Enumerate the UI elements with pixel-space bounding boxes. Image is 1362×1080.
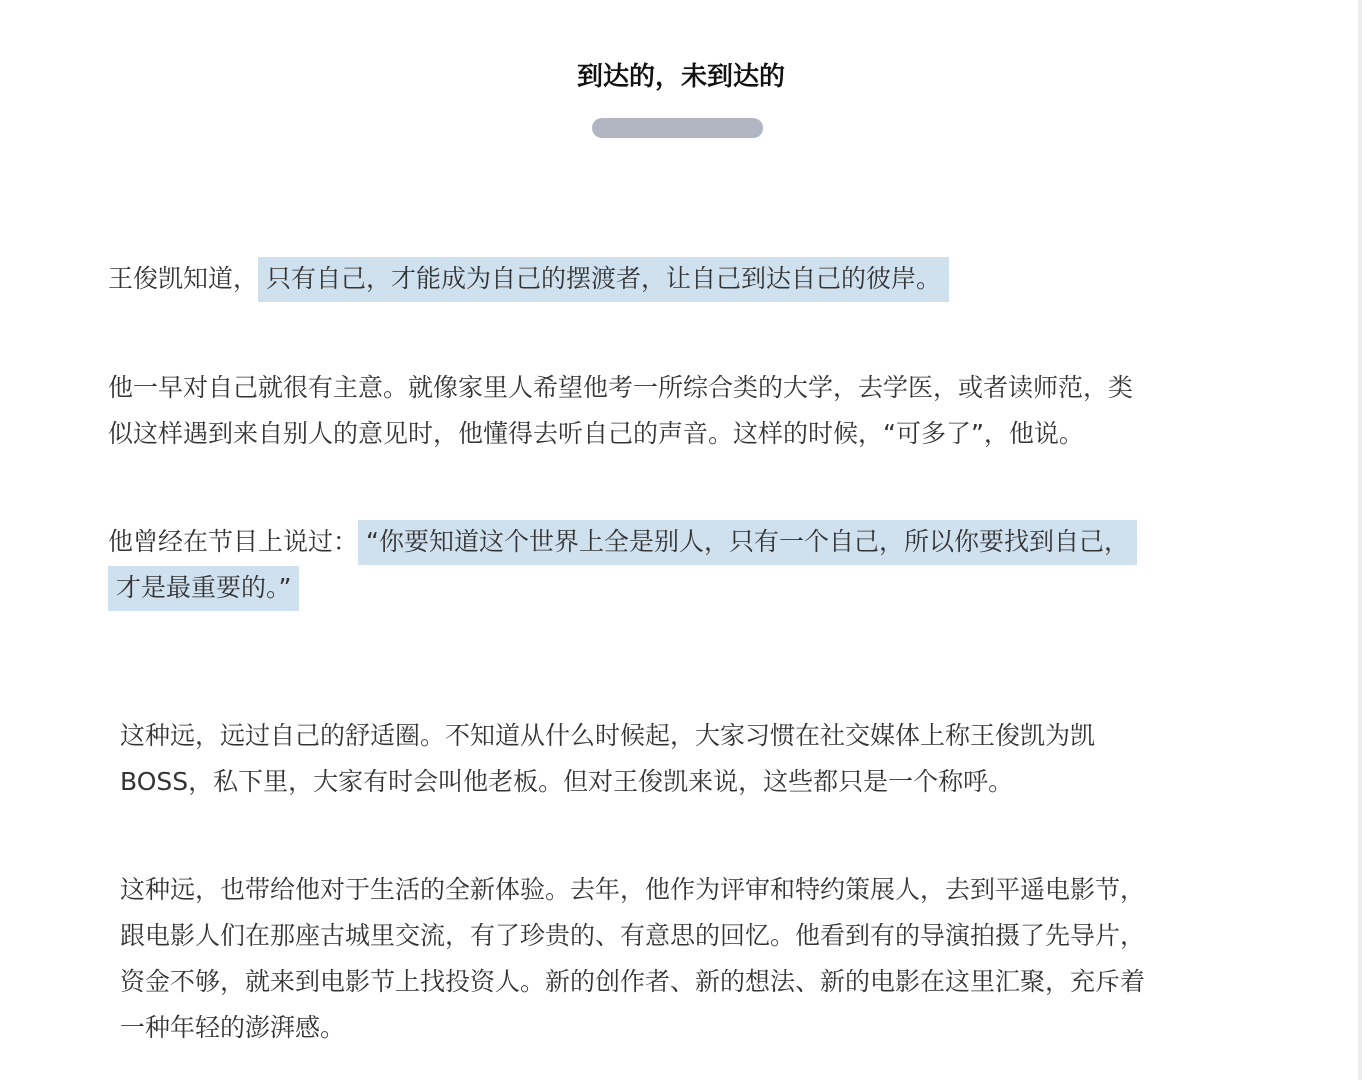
paragraph-1-highlight: 只有自己，才能成为自己的摆渡者，让自己到达自己的彼岸。	[258, 257, 949, 302]
paragraph-5-line-2: 跟电影人们在那座古城里交流，有了珍贵的、有意思的回忆。他看到有的导演拍摄了先导片，	[120, 921, 1146, 950]
paragraph-3-line-1	[108, 519, 1137, 565]
title-divider	[592, 118, 763, 138]
paragraph-3-lead: 他曾经在节目上说过：	[108, 527, 359, 556]
paragraph-3-line-2	[108, 565, 1137, 611]
paragraph-3	[108, 519, 1137, 611]
paragraph-2-line-2: 似这样遇到来自别人的意见时，他懂得去听自己的声音。这样的时候，“可多了”，他说。	[108, 419, 1084, 448]
page-edge	[1358, 0, 1362, 1080]
paragraph-1-lead: 王俊凯知道，	[108, 264, 259, 293]
paragraph-5-line-1: 这种远，也带给他对于生活的全新体验。去年，他作为评审和特约策展人，去到平遥电影节，	[120, 875, 1146, 904]
article-title: 到达的，未到达的	[576, 62, 785, 93]
paragraph-1-line	[108, 256, 949, 302]
paragraph-2-line-1: 他一早对自己就很有主意。就像家里人希望他考一所综合类的大学，去学医，或者读师范，类	[108, 373, 1134, 402]
paragraph-1	[108, 256, 949, 302]
paragraph-4	[120, 713, 1095, 805]
paragraph-3-highlight-2: 才是最重要的。”	[108, 566, 299, 611]
paragraph-5-line-4: 一种年轻的澎湃感。	[120, 1013, 346, 1042]
paragraph-5-line-3: 资金不够，就来到电影节上找投资人。新的创作者、新的想法、新的电影在这里汇聚，充斥着	[120, 967, 1146, 996]
paragraph-3-highlight-1: “你要知道这个世界上全是别人，只有一个自己，所以你要找到自己，	[358, 520, 1137, 565]
paragraph-2	[108, 365, 1133, 457]
paragraph-4-line-1: 这种远，远过自己的舒适圈。不知道从什么时候起，大家习惯在社交媒体上称王俊凯为凯	[120, 721, 1096, 750]
paragraph-5	[120, 867, 1145, 1051]
paragraph-4-line-2: BOSS，私下里，大家有时会叫他老板。但对王俊凯来说，这些都只是一个称呼。	[120, 767, 1014, 796]
